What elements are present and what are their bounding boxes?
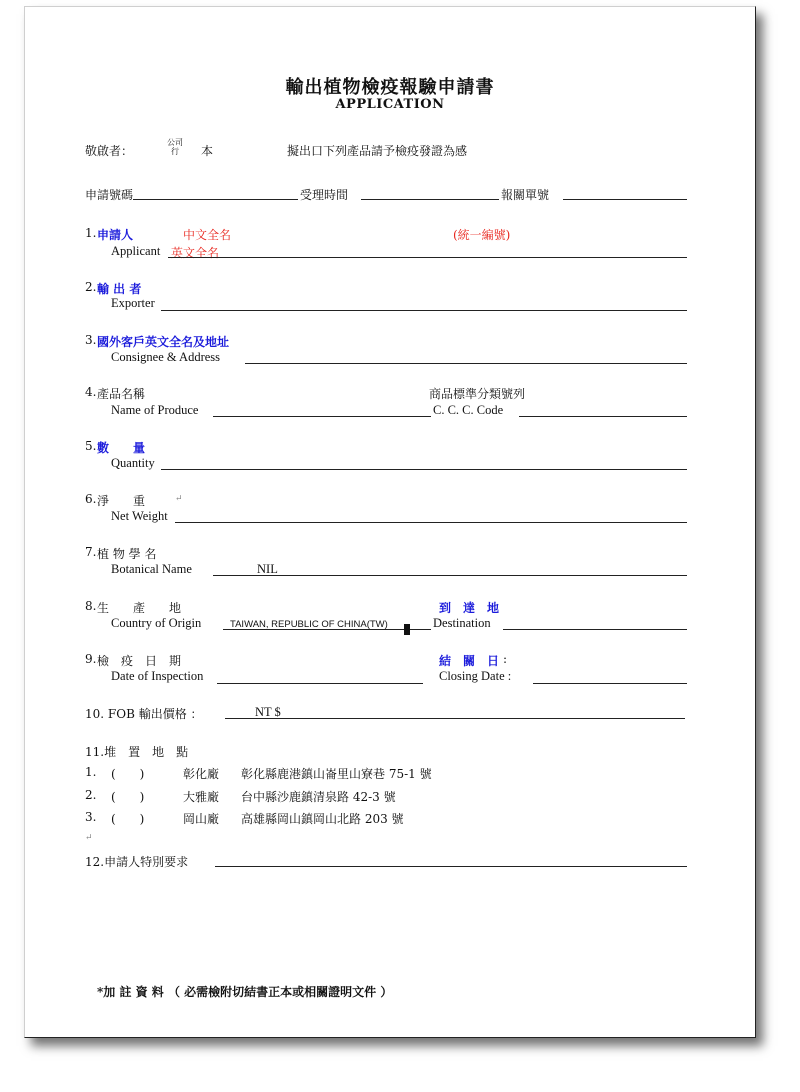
salutation-request: 擬出口下列產品請予檢疫發證為感 [287, 144, 468, 158]
document-page [24, 6, 756, 1038]
site-3-plant: 岡山廠 [183, 812, 220, 826]
applicant-label-zh: 申請人 [97, 228, 134, 242]
inspection-date-line[interactable] [217, 683, 423, 684]
fob-label: 10. FOB 輸出價格 ： [85, 707, 203, 721]
produce-label-zh: 產品名稱 [97, 387, 146, 401]
field-9-number: 9. [85, 652, 97, 666]
quantity-label-zh: 數 量 [97, 441, 146, 455]
produce-line[interactable] [213, 416, 431, 417]
field-4-number: 4. [85, 385, 97, 399]
inspection-date-label-en: Date of Inspection [111, 669, 204, 683]
site-2-plant: 大雅廠 [183, 790, 220, 804]
site-3-checkbox[interactable]: ( ) [111, 812, 145, 826]
ccc-code-label-zh: 商品標準分類號列 [429, 387, 526, 401]
site-1-number: 1. [85, 765, 97, 779]
text-cursor-icon [404, 624, 410, 635]
footnote: *加 註 資 料 （ 必需檢附切結書正本或相關證明文件 ） [97, 985, 393, 999]
applicant-unified-no-hint: (統一編號) [453, 228, 511, 242]
document-title: 輸出植物檢疫報驗申請書 [285, 77, 495, 98]
botanical-value: NIL [257, 562, 278, 576]
site-1-address: 彰化縣鹿港鎮山崙里山寮巷 75-1 號 [241, 767, 432, 781]
closing-date-label-en: Closing Date : [439, 669, 512, 683]
ccc-code-label-en: C. C. C. Code [433, 403, 504, 417]
exporter-line[interactable] [161, 310, 687, 311]
closing-date-label-zh: 結 關 日 [439, 654, 500, 668]
company-option-top: 公司 [167, 138, 183, 147]
site-2-number: 2. [85, 788, 97, 802]
site-3-address: 高雄縣岡山鎮岡山北路 203 號 [241, 812, 404, 826]
fob-line[interactable] [225, 718, 685, 719]
site-1-checkbox[interactable]: ( ) [111, 767, 145, 781]
company-option-bottom: 行 [171, 147, 179, 156]
consignee-line[interactable] [245, 363, 687, 364]
destination-label-en: Destination [433, 616, 491, 630]
field-1-number: 1. [85, 226, 97, 240]
paragraph-mark-icon: ↵ [175, 494, 183, 504]
field-2-number: 2. [85, 280, 97, 294]
net-weight-label-en: Net Weight [111, 509, 168, 523]
consignee-label-en: Consignee & Address [111, 350, 221, 364]
site-3-number: 3. [85, 810, 97, 824]
customs-no-line[interactable] [563, 199, 687, 200]
quantity-line[interactable] [161, 469, 687, 470]
special-request-label: 12.申請人特別要求 [85, 855, 189, 869]
application-no-line[interactable] [133, 199, 298, 200]
document-subtitle: APPLICATION [335, 97, 445, 112]
applicant-zh-name-hint: 中文全名 [183, 228, 232, 242]
inspection-date-label-zh: 檢 疫 日 期 [97, 654, 182, 668]
receipt-time-line[interactable] [361, 199, 499, 200]
produce-label-en: Name of Produce [111, 403, 199, 417]
site-2-checkbox[interactable]: ( ) [111, 790, 145, 804]
origin-value: TAIWAN, REPUBLIC OF CHINA(TW) [230, 619, 388, 630]
ccc-code-line[interactable] [519, 416, 687, 417]
quantity-label-en: Quantity [111, 456, 155, 470]
fob-value: NT $ [255, 705, 281, 719]
origin-label-zh: 生 產 地 [97, 601, 182, 615]
company-option [166, 138, 184, 156]
field-8-number: 8. [85, 599, 97, 613]
applicant-line[interactable] [168, 257, 687, 258]
field-3-number: 3. [85, 333, 97, 347]
applicant-label-en: Applicant [111, 244, 161, 258]
net-weight-label-zh: 淨 重 [97, 494, 146, 508]
closing-date-line[interactable] [533, 683, 687, 684]
field-7-number: 7. [85, 545, 97, 559]
destination-label-zh: 到 達 地 [439, 601, 500, 615]
closing-date-colon: : [503, 652, 508, 666]
salutation-suffix: 本 [201, 144, 214, 158]
salutation-prefix: 敬啟者： [85, 144, 134, 158]
receipt-time-label: 受理時間 [300, 188, 349, 202]
origin-label-en: Country of Origin [111, 616, 202, 630]
exporter-label-zh: 輸 出 者 [97, 282, 142, 296]
field-6-number: 6. [85, 492, 97, 506]
consignee-label-zh: 國外客戶英文全名及地址 [97, 335, 230, 349]
field-5-number: 5. [85, 439, 97, 453]
applicant-en-name-hint: 英文全名 [171, 246, 220, 260]
customs-no-label: 報關單號 [501, 188, 550, 202]
botanical-label-en: Botanical Name [111, 562, 192, 576]
storage-label: 11.堆 置 地 點 [85, 745, 189, 759]
site-1-plant: 彰化廠 [183, 767, 220, 781]
botanical-line[interactable] [213, 575, 687, 576]
botanical-label-zh: 植 物 學 名 [97, 547, 157, 561]
special-request-line[interactable] [215, 866, 687, 867]
destination-line[interactable] [503, 629, 687, 630]
exporter-label-en: Exporter [111, 296, 155, 310]
site-2-address: 台中縣沙鹿鎮清泉路 42-3 號 [241, 790, 396, 804]
application-no-label: 申請號碼 [85, 188, 134, 202]
paragraph-mark-icon-2: ↵ [85, 833, 93, 843]
net-weight-line[interactable] [175, 522, 687, 523]
